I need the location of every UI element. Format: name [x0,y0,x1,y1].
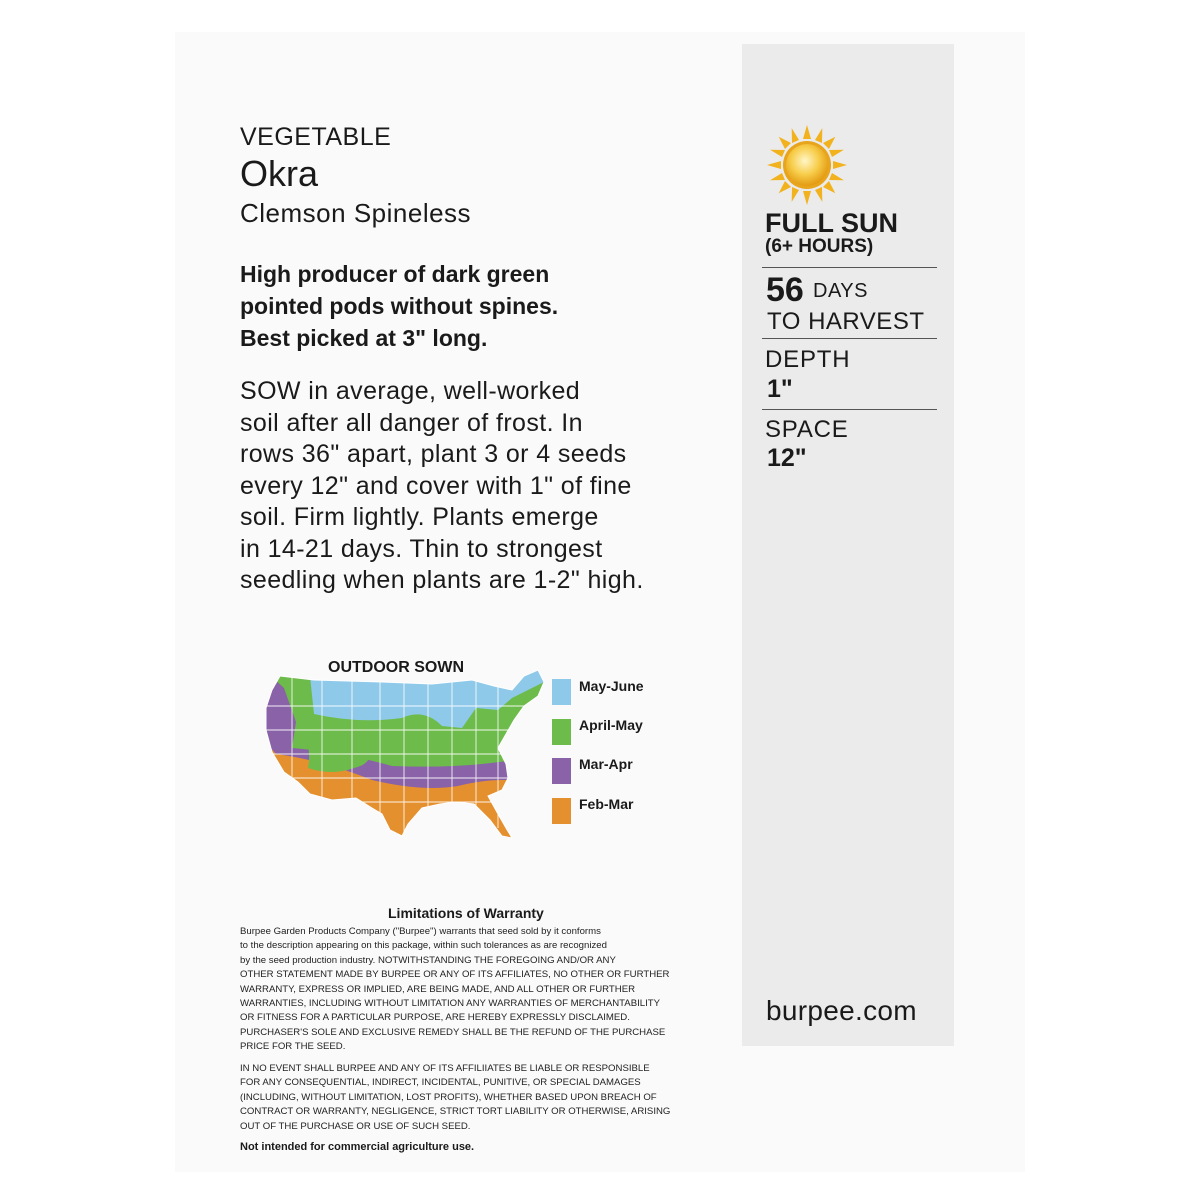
warranty-line: PURCHASER'S SOLE AND EXCLUSIVE REMEDY SHALL BE THE REFUND OF THE PURCHASE [240,1026,666,1038]
warranty-line: IN NO EVENT SHALL BURPEE AND ANY OF ITS AFFILIIATES BE LIABLE OR RESPONSIBLE [240,1063,650,1074]
warranty-line: CONTRACT OR WARRANTY, NEGLIGENCE, STRICT TORT LIABILITY OR OTHERWISE, ARISING [240,1106,671,1118]
warranty-line: OR FITNESS FOR A PARTICULAR PURPOSE, ARE HEREBY EXPRESSLY DISCLAIMED. [240,1012,630,1024]
warranty-title: Limitations of Warranty [388,905,544,921]
legend-swatch-may-june [552,679,571,705]
to-harvest-label: TO HARVEST [767,308,925,335]
sun-icon [767,125,847,205]
space-label: SPACE [765,416,849,443]
map-title: OUTDOOR SOWN [328,659,464,676]
sun-requirement: FULL SUN [765,208,898,238]
sowing-instructions [240,376,644,597]
warranty-line: to the description appearing on this package, within such tolerances as are recognized [240,940,607,952]
sun-hours: (6+ HOURS) [765,236,874,257]
product-variety: Clemson Spineless [240,198,472,228]
warranty-line: WARRANTIES, INCLUDING WITHOUT LIMITATION ANY WARRANTIES OF MERCHANTABILITY [240,998,661,1010]
space-value: 12" [767,444,807,472]
sidebar-divider [762,409,937,410]
sidebar-divider [762,267,937,268]
warranty-line: (INCLUDING, WITHOUT LIMITATION, LOST PROFITS), WHETHER BASED UPON BREACH OF [240,1091,657,1103]
website-url: burpee.com [766,995,917,1026]
legend-swatch-feb-mar [552,798,571,824]
legend-label-feb-mar: Feb-Mar [579,796,634,812]
sowing-line: seedling when plants are 1-2" high. [240,566,644,594]
warranty-paragraph-1 [240,925,669,1055]
warranty-line: PRICE FOR THE SEED. [240,1041,346,1053]
warranty-line: Burpee Garden Products Company ("Burpee") warrants that seed sold by it conforms [240,926,601,937]
depth-label: DEPTH [765,346,851,373]
warranty-paragraph-2 [240,1062,670,1134]
days-label: DAYS [813,280,868,302]
sowing-line: SOW in average, well-worked [240,377,581,405]
legend-label-may-june: May-June [579,678,644,694]
warranty-line: OUT OF THE PURCHASE OR USE OF SUCH SEED. [240,1120,471,1132]
description-line: High producer of dark green [240,261,550,287]
days-to-harvest-value: 56 [766,271,804,309]
legend-swatch-mar-apr [552,758,571,784]
depth-value: 1" [767,375,793,403]
product-category: VEGETABLE [240,123,392,151]
sowing-line: every 12" and cover with 1" of fine [240,471,632,500]
warranty-line: by the seed production industry. NOTWITHSTANDING THE FOREGOING AND/OR ANY [240,954,616,966]
warranty-line: OTHER STATEMENT MADE BY BURPEE OR ANY OF ITS AFFILIATES, NO OTHER OR FURTHER [240,969,670,981]
commercial-use-notice: Not intended for commercial agriculture use. [240,1141,475,1153]
warranty-line: FOR ANY CONSEQUENTIAL, INDIRECT, INCIDENTAL, PUNITIVE, OR SPECIAL DAMAGES [240,1077,641,1089]
sidebar-divider [762,338,937,339]
description-line: Best picked at 3" long. [240,325,488,351]
product-description [240,258,558,354]
legend-label-april-may: April-May [579,717,643,733]
sowing-line: soil after all danger of frost. In [240,408,583,437]
product-name: Okra [240,153,319,194]
sowing-line: in 14-21 days. Thin to strongest [240,534,603,563]
sowing-line: rows 36" apart, plant 3 or 4 seeds [240,440,627,468]
sowing-line: soil. Firm lightly. Plants emerge [240,503,599,531]
warranty-line: WARRANTY, EXPRESS OR IMPLIED, ARE BEING MADE, AND ALL OTHER OR FURTHER [240,983,636,995]
legend-swatch-april-may [552,719,571,745]
legend-label-mar-apr: Mar-Apr [579,756,633,772]
us-planting-zone-map [262,668,552,840]
description-line: pointed pods without spines. [240,293,559,319]
